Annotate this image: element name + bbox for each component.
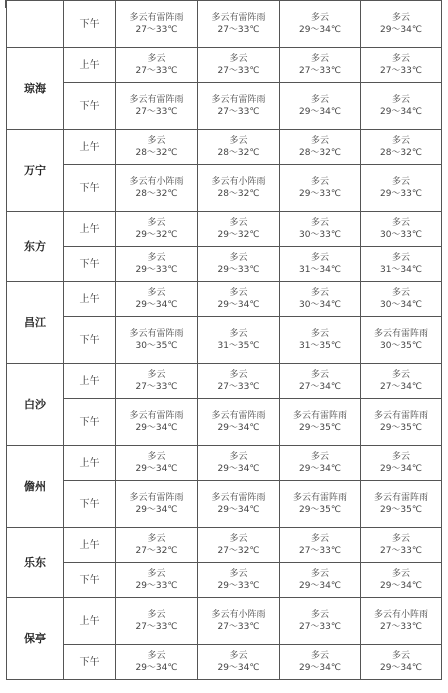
temperature-range: 31～35℃: [217, 340, 260, 351]
weather-text: 多云: [229, 252, 248, 263]
temperature-range: 29～34℃: [135, 463, 178, 474]
forecast-cell: [361, 212, 442, 247]
weather-text: 多云: [229, 369, 248, 380]
forecast-cell: [361, 399, 442, 446]
forecast-cell: [116, 399, 198, 446]
temperature-range: 27～33℃: [298, 65, 341, 76]
forecast-cell: [361, 446, 442, 481]
weather-text: 多云: [229, 217, 248, 228]
temperature-range: 29～33℃: [135, 264, 178, 275]
period-cell: 上午: [64, 282, 116, 317]
period-cell: 下午: [64, 563, 116, 598]
temperature-range: 31～34℃: [298, 264, 341, 275]
forecast-cell: [116, 528, 198, 563]
forecast-cell: [361, 598, 442, 645]
weather-text: 多云: [229, 568, 248, 579]
forecast-cell: [116, 481, 198, 528]
temperature-range: 27～33℃: [135, 24, 178, 35]
forecast-cell: [280, 598, 361, 645]
table-row: [7, 481, 442, 528]
weather-text: 多云: [391, 369, 410, 380]
forecast-cell: [280, 446, 361, 481]
temperature-range: 29～34℃: [298, 463, 341, 474]
weather-text: 多云: [310, 328, 329, 339]
weather-text: 多云有雷阵雨: [129, 12, 184, 23]
forecast-cell: [198, 563, 280, 598]
table-row: [7, 446, 442, 481]
temperature-range: 27～33℃: [298, 621, 341, 632]
weather-text: 多云: [310, 135, 329, 146]
forecast-cell: [280, 317, 361, 364]
forecast-cell: [361, 83, 442, 130]
weather-text: 多云: [391, 568, 410, 579]
table-row: [7, 399, 442, 446]
temperature-range: 27～33℃: [217, 65, 260, 76]
forecast-cell: [116, 317, 198, 364]
weather-text: 多云有雷阵雨: [129, 94, 184, 105]
forecast-cell: [198, 282, 280, 317]
weather-text: 多云: [147, 451, 166, 462]
table-row: [7, 563, 442, 598]
forecast-cell: [361, 528, 442, 563]
temperature-range: 29～35℃: [298, 422, 341, 433]
period-cell: 下午: [64, 399, 116, 446]
forecast-cell: [198, 446, 280, 481]
forecast-cell: [280, 563, 361, 598]
forecast-cell: [361, 563, 442, 598]
temperature-range: 28～32℃: [135, 188, 178, 199]
table-row: [7, 1, 442, 48]
weather-text: 多云: [391, 451, 410, 462]
temperature-range: 27～33℃: [217, 24, 260, 35]
temperature-range: 28～32℃: [217, 188, 260, 199]
forecast-cell: [280, 48, 361, 83]
forecast-cell: [361, 247, 442, 282]
forecast-cell: [198, 481, 280, 528]
forecast-cell: [116, 645, 198, 680]
city-cell: 琼海: [7, 48, 64, 130]
weather-text: 多云: [229, 533, 248, 544]
temperature-range: 27～33℃: [135, 621, 178, 632]
period-cell: 上午: [64, 212, 116, 247]
forecast-table-body: [7, 1, 442, 680]
table-row: [7, 165, 442, 212]
temperature-range: 30～33℃: [298, 229, 341, 240]
temperature-range: 29～34℃: [135, 504, 178, 515]
period-cell: 下午: [64, 247, 116, 282]
temperature-range: 27～32℃: [217, 545, 260, 556]
weather-text: 多云有雷阵雨: [211, 12, 266, 23]
weather-text: 多云: [147, 287, 166, 298]
weather-text: 多云有雷阵雨: [373, 410, 428, 421]
forecast-cell: [361, 317, 442, 364]
temperature-range: 27～32℃: [135, 545, 178, 556]
weather-text: 多云有小阵雨: [129, 176, 184, 187]
forecast-cell: [280, 83, 361, 130]
temperature-range: 29～33℃: [135, 580, 178, 591]
forecast-cell: [116, 598, 198, 645]
period-cell: 上午: [64, 528, 116, 563]
forecast-cell: [280, 481, 361, 528]
weather-text: 多云: [310, 287, 329, 298]
period-cell: 下午: [64, 1, 116, 48]
period-cell: 下午: [64, 83, 116, 130]
temperature-range: 29～34℃: [298, 106, 341, 117]
forecast-cell: [198, 247, 280, 282]
temperature-range: 30～35℃: [135, 340, 178, 351]
table-row: [7, 364, 442, 399]
temperature-range: 29～34℃: [135, 662, 178, 673]
temperature-range: 27～33℃: [135, 381, 178, 392]
forecast-cell: [198, 364, 280, 399]
weather-text: 多云有雷阵雨: [129, 410, 184, 421]
temperature-range: 30～33℃: [379, 229, 422, 240]
temperature-range: 29～34℃: [217, 504, 260, 515]
city-cell: [7, 1, 64, 48]
forecast-cell: [198, 317, 280, 364]
city-cell: 乐东: [7, 528, 64, 598]
forecast-cell: [116, 83, 198, 130]
forecast-cell: [198, 598, 280, 645]
forecast-cell: [198, 212, 280, 247]
weather-text: 多云有雷阵雨: [211, 492, 266, 503]
weather-text: 多云: [310, 451, 329, 462]
temperature-range: 29～33℃: [217, 264, 260, 275]
temperature-range: 29～34℃: [217, 422, 260, 433]
weather-text: 多云: [147, 568, 166, 579]
weather-text: 多云有雷阵雨: [373, 328, 428, 339]
temperature-range: 27～33℃: [379, 545, 422, 556]
forecast-cell: [198, 399, 280, 446]
city-cell: 白沙: [7, 364, 64, 446]
period-cell: 下午: [64, 165, 116, 212]
city-cell: 儋州: [7, 446, 64, 528]
forecast-cell: [116, 1, 198, 48]
temperature-range: 30～35℃: [379, 340, 422, 351]
forecast-cell: [198, 83, 280, 130]
weather-text: 多云有雷阵雨: [211, 410, 266, 421]
forecast-cell: [198, 165, 280, 212]
forecast-cell: [280, 528, 361, 563]
temperature-range: 29～34℃: [379, 24, 422, 35]
weather-text: 多云: [147, 252, 166, 263]
weather-text: 多云: [147, 609, 166, 620]
temperature-range: 29～33℃: [217, 580, 260, 591]
forecast-cell: [198, 130, 280, 165]
weather-text: 多云有雷阵雨: [211, 94, 266, 105]
temperature-range: 31～35℃: [298, 340, 341, 351]
period-cell: 上午: [64, 364, 116, 399]
forecast-cell: [280, 1, 361, 48]
forecast-cell: [280, 165, 361, 212]
table-row: [7, 528, 442, 563]
forecast-cell: [361, 1, 442, 48]
table-row: [7, 645, 442, 680]
weather-text: 多云: [310, 252, 329, 263]
table-row: [7, 130, 442, 165]
forecast-cell: [361, 282, 442, 317]
weather-text: 多云: [310, 533, 329, 544]
forecast-cell: [361, 481, 442, 528]
forecast-cell: [116, 165, 198, 212]
temperature-range: 29～35℃: [298, 504, 341, 515]
weather-text: 多云: [391, 217, 410, 228]
table-row: [7, 48, 442, 83]
period-cell: 上午: [64, 130, 116, 165]
weather-text: 多云有雷阵雨: [129, 328, 184, 339]
weather-text: 多云: [310, 53, 329, 64]
weather-text: 多云: [147, 217, 166, 228]
weather-text: 多云: [310, 609, 329, 620]
temperature-range: 27～34℃: [298, 381, 341, 392]
forecast-cell: [198, 528, 280, 563]
weather-text: 多云: [310, 217, 329, 228]
weather-text: 多云: [310, 176, 329, 187]
weather-text: 多云: [391, 533, 410, 544]
weather-text: 多云: [147, 135, 166, 146]
temperature-range: 29～34℃: [379, 106, 422, 117]
weather-text: 多云: [229, 328, 248, 339]
forecast-cell: [361, 645, 442, 680]
temperature-range: 29～33℃: [379, 188, 422, 199]
forecast-cell: [280, 399, 361, 446]
weather-text: 多云: [229, 451, 248, 462]
weather-text: 多云: [310, 650, 329, 661]
forecast-cell: [280, 364, 361, 399]
temperature-range: 29～35℃: [379, 422, 422, 433]
weather-text: 多云: [391, 12, 410, 23]
forecast-cell: [116, 48, 198, 83]
forecast-cell: [361, 130, 442, 165]
forecast-cell: [116, 446, 198, 481]
weather-text: 多云: [391, 252, 410, 263]
temperature-range: 27～33℃: [217, 106, 260, 117]
temperature-range: 29～34℃: [217, 662, 260, 673]
forecast-cell: [361, 165, 442, 212]
forecast-cell: [116, 130, 198, 165]
temperature-range: 27～33℃: [298, 545, 341, 556]
weather-text: 多云: [391, 650, 410, 661]
temperature-range: 29～34℃: [217, 299, 260, 310]
forecast-cell: [280, 645, 361, 680]
temperature-range: 28～32℃: [135, 147, 178, 158]
forecast-cell: [280, 247, 361, 282]
city-cell: 万宁: [7, 130, 64, 212]
temperature-range: 29～35℃: [379, 504, 422, 515]
forecast-cell: [280, 130, 361, 165]
table-row: [7, 83, 442, 130]
temperature-range: 29～34℃: [379, 580, 422, 591]
weather-text: 多云: [310, 369, 329, 380]
temperature-range: 27～33℃: [135, 106, 178, 117]
temperature-range: 29～33℃: [298, 188, 341, 199]
weather-text: 多云有雷阵雨: [292, 410, 347, 421]
temperature-range: 27～33℃: [217, 621, 260, 632]
weather-text: 多云有小阵雨: [211, 176, 266, 187]
forecast-cell: [116, 212, 198, 247]
temperature-range: 27～33℃: [379, 65, 422, 76]
temperature-range: 29～32℃: [217, 229, 260, 240]
temperature-range: 27～34℃: [379, 381, 422, 392]
weather-text: 多云: [229, 287, 248, 298]
weather-text: 多云有小阵雨: [211, 609, 266, 620]
temperature-range: 31～34℃: [379, 264, 422, 275]
temperature-range: 27～33℃: [217, 381, 260, 392]
city-cell: 保亭: [7, 598, 64, 680]
table-row: [7, 598, 442, 645]
temperature-range: 29～34℃: [298, 662, 341, 673]
table-row: [7, 282, 442, 317]
period-cell: 上午: [64, 446, 116, 481]
weather-text: 多云: [147, 369, 166, 380]
weather-text: 多云: [229, 650, 248, 661]
forecast-cell: [361, 364, 442, 399]
weather-text: 多云: [147, 533, 166, 544]
city-cell: 昌江: [7, 282, 64, 364]
temperature-range: 29～34℃: [217, 463, 260, 474]
temperature-range: 28～32℃: [298, 147, 341, 158]
temperature-range: 30～34℃: [379, 299, 422, 310]
temperature-range: 29～34℃: [379, 662, 422, 673]
temperature-range: 27～33℃: [379, 621, 422, 632]
weather-text: 多云有雷阵雨: [129, 492, 184, 503]
weather-text: 多云: [391, 94, 410, 105]
weather-text: 多云: [229, 53, 248, 64]
temperature-range: 30～34℃: [298, 299, 341, 310]
forecast-cell: [361, 48, 442, 83]
forecast-cell: [198, 645, 280, 680]
weather-text: 多云: [310, 94, 329, 105]
temperature-range: 28～32℃: [379, 147, 422, 158]
forecast-cell: [280, 282, 361, 317]
weather-text: 多云: [310, 568, 329, 579]
weather-text: 多云: [391, 176, 410, 187]
period-cell: 下午: [64, 481, 116, 528]
weather-text: 多云: [147, 53, 166, 64]
weather-text: 多云: [310, 12, 329, 23]
period-cell: 上午: [64, 48, 116, 83]
weather-text: 多云: [391, 135, 410, 146]
temperature-range: 29～34℃: [298, 580, 341, 591]
weather-forecast-table: [6, 0, 442, 680]
temperature-range: 29～34℃: [379, 463, 422, 474]
forecast-cell: [198, 1, 280, 48]
weather-text: 多云有雷阵雨: [373, 492, 428, 503]
forecast-cell: [116, 247, 198, 282]
weather-text: 多云: [147, 650, 166, 661]
temperature-range: 28～32℃: [217, 147, 260, 158]
weather-text: 多云: [391, 287, 410, 298]
forecast-cell: [280, 212, 361, 247]
table-row: [7, 317, 442, 364]
period-cell: 下午: [64, 645, 116, 680]
table-row: [7, 212, 442, 247]
weather-text: 多云: [229, 135, 248, 146]
temperature-range: 27～33℃: [135, 65, 178, 76]
weather-text: 多云有小阵雨: [373, 609, 428, 620]
table-row: [7, 247, 442, 282]
forecast-cell: [116, 364, 198, 399]
weather-text: 多云有雷阵雨: [292, 492, 347, 503]
forecast-cell: [116, 563, 198, 598]
weather-text: 多云: [391, 53, 410, 64]
temperature-range: 29～34℃: [298, 24, 341, 35]
temperature-range: 29～34℃: [135, 422, 178, 433]
temperature-range: 29～32℃: [135, 229, 178, 240]
forecast-cell: [116, 282, 198, 317]
period-cell: 下午: [64, 317, 116, 364]
period-cell: 上午: [64, 598, 116, 645]
temperature-range: 29～34℃: [135, 299, 178, 310]
forecast-cell: [198, 48, 280, 83]
city-cell: 东方: [7, 212, 64, 282]
